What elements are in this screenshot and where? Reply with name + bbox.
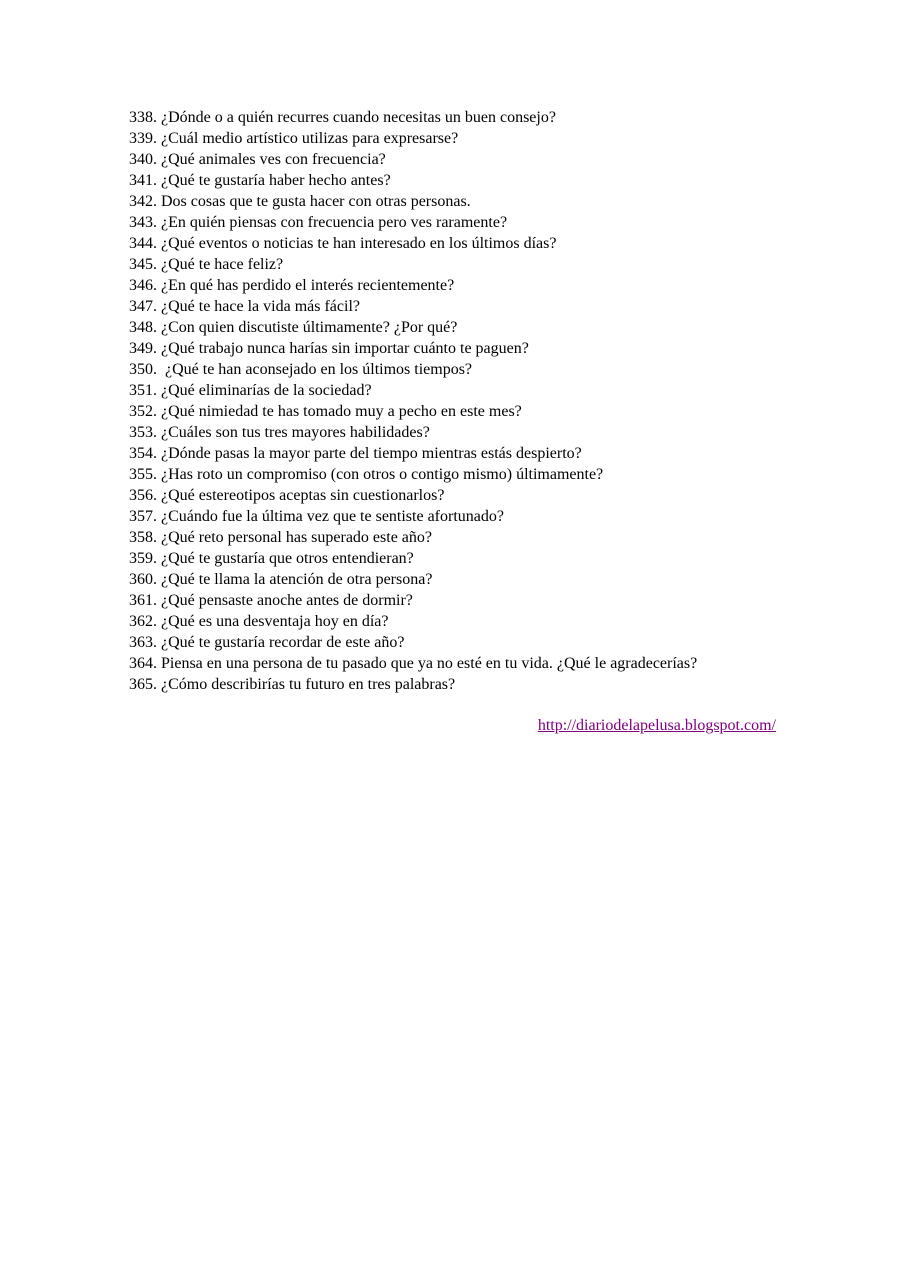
- question-item: 357. ¿Cuándo fue la última vez que te sentiste afortunado?: [129, 508, 504, 525]
- question-item: 347. ¿Qué te hace la vida más fácil?: [129, 298, 360, 315]
- question-item: 359. ¿Qué te gustaría que otros entendieran?: [129, 550, 414, 567]
- question-item: 341. ¿Qué te gustaría haber hecho antes?: [129, 172, 391, 189]
- question-item: 354. ¿Dónde pasas la mayor parte del tiempo mientras estás despierto?: [129, 445, 582, 462]
- question-item: 351. ¿Qué eliminarías de la sociedad?: [129, 382, 372, 399]
- question-item: 353. ¿Cuáles son tus tres mayores habilidades?: [129, 424, 430, 441]
- question-item: 349. ¿Qué trabajo nunca harías sin importar cuánto te paguen?: [129, 340, 529, 357]
- question-item: 338. ¿Dónde o a quién recurres cuando necesitas un buen consejo?: [129, 109, 556, 126]
- question-item: 340. ¿Qué animales ves con frecuencia?: [129, 151, 386, 168]
- question-item: 346. ¿En qué has perdido el interés recientemente?: [129, 277, 455, 294]
- question-item: 339. ¿Cuál medio artístico utilizas para expresarse?: [129, 130, 459, 147]
- question-item: 361. ¿Qué pensaste anoche antes de dormir?: [129, 592, 413, 609]
- question-item: 345. ¿Qué te hace feliz?: [129, 256, 284, 273]
- question-item: 344. ¿Qué eventos o noticias te han interesado en los últimos días?: [129, 235, 557, 252]
- question-item: 358. ¿Qué reto personal has superado este año?: [129, 529, 432, 546]
- question-item: 355. ¿Has roto un compromiso (con otros o contigo mismo) últimamente?: [129, 466, 604, 483]
- question-item: 364. Piensa en una persona de tu pasado que ya no esté en tu vida. ¿Qué le agradecerías?: [129, 655, 698, 672]
- question-item: 352. ¿Qué nimiedad te has tomado muy a pecho en este mes?: [129, 403, 522, 420]
- question-item: 362. ¿Qué es una desventaja hoy en día?: [129, 613, 389, 630]
- question-item: 365. ¿Cómo describirías tu futuro en tres palabras?: [129, 676, 456, 693]
- question-item: 360. ¿Qué te llama la atención de otra persona?: [129, 571, 433, 588]
- question-item: 350. ¿Qué te han aconsejado en los últimos tiempos?: [129, 361, 473, 378]
- source-link[interactable]: http://diariodelapelusa.blogspot.com/: [537, 717, 776, 734]
- question-item: 342. Dos cosas que te gusta hacer con otras personas.: [129, 193, 471, 210]
- question-list: [129, 107, 829, 695]
- question-item: 363. ¿Qué te gustaría recordar de este año?: [129, 634, 405, 651]
- question-item: 348. ¿Con quien discutiste últimamente? ¿Por qué?: [129, 319, 458, 336]
- question-item: 343. ¿En quién piensas con frecuencia pero ves raramente?: [129, 214, 508, 231]
- question-item: 356. ¿Qué estereotipos aceptas sin cuestionarlos?: [129, 487, 445, 504]
